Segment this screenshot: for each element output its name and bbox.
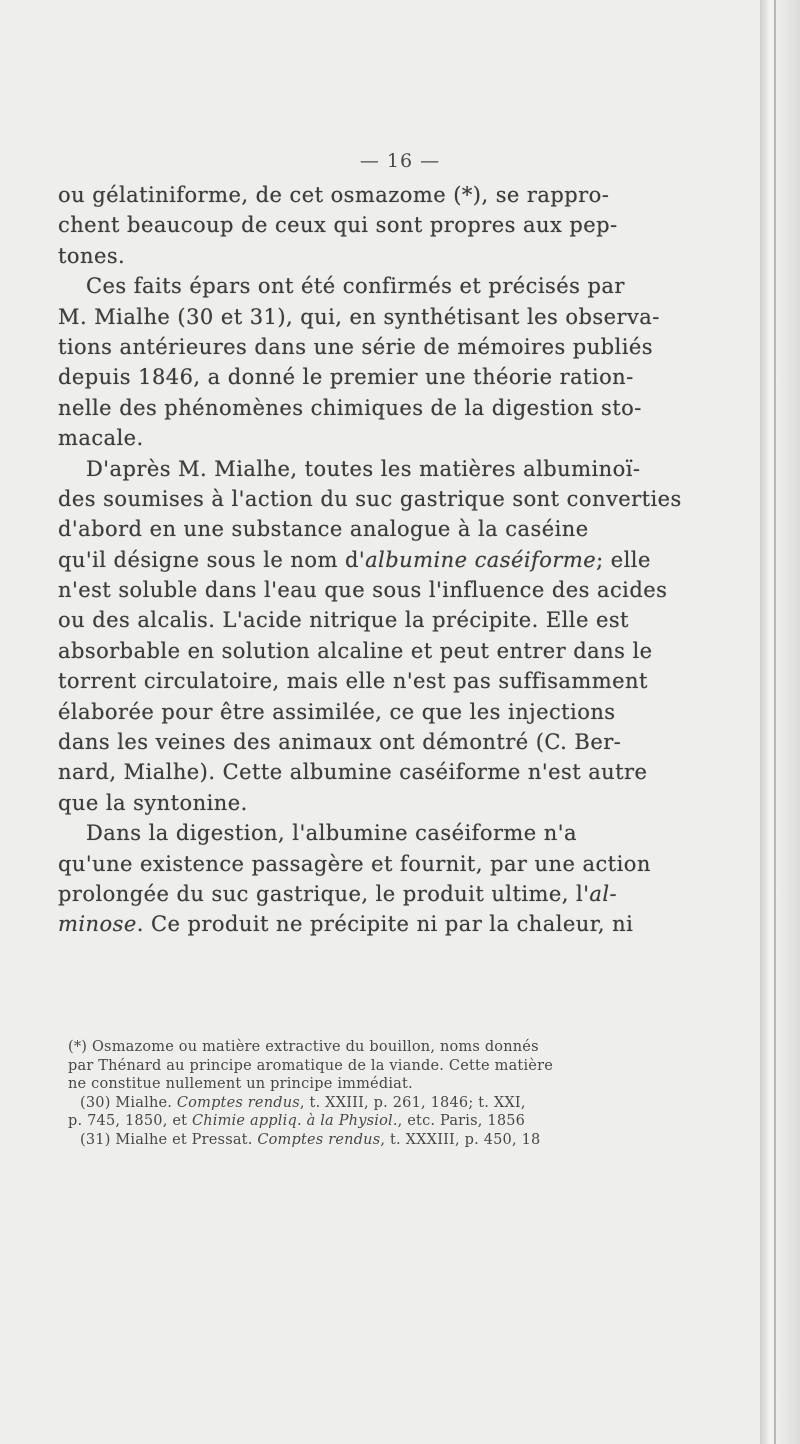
text-line: tones. [58, 243, 126, 268]
text-line: macale. [58, 426, 144, 451]
italic-term: Comptes rendus [176, 1094, 300, 1111]
text-line: nelle des phénomènes chimiques de la digestion sto- [58, 395, 642, 420]
text-line: nard, Mialhe). Cette albumine caséiforme n'est autre [58, 760, 648, 785]
footnote-line: (31) Mialhe et Pressat. Comptes rendus, t. XXXIII, p. 450, 18 [80, 1131, 541, 1148]
italic-term: Comptes rendus [257, 1131, 381, 1148]
text-line: D'après M. Mialhe, toutes les matières albuminoï- [86, 456, 641, 481]
footnotes [68, 1038, 770, 1149]
text-line: absorbable en solution alcaline et peut entrer dans le [58, 638, 653, 663]
italic-term: albumine caséiforme [365, 547, 597, 572]
text-line: M. Mialhe (30 et 31), qui, en synthétisant les observa- [58, 304, 660, 329]
text-line: ou des alcalis. L'acide nitrique la précipite. Elle est [58, 608, 629, 633]
text-line: que la syntonine. [58, 790, 248, 815]
text-line: élaborée pour être assimilée, ce que les injections [58, 699, 616, 724]
text-line: d'abord en une substance analogue à la caséine [58, 517, 589, 542]
body-text [58, 180, 770, 940]
text-line: dans les veines des animaux ont démontré (C. Ber- [58, 730, 622, 755]
text-line: depuis 1846, a donné le premier une théorie ration- [58, 365, 634, 390]
footnote-line: (*) Osmazome ou matière extractive du bouillon, noms donnés [68, 1039, 539, 1055]
page-number: — 16 — [359, 150, 441, 172]
text-line: ou gélatiniforme, de cet osmazome (*), se rappro- [58, 183, 610, 207]
text-line: prolongée du suc gastrique, le produit ultime, l'al- [58, 881, 618, 906]
footnote-line: p. 745, 1850, et Chimie appliq. à la Physiol., etc. Paris, 1856 [68, 1113, 526, 1129]
page-binding-edge [760, 0, 800, 1444]
italic-term: Chimie appliq. à la Physiol. [191, 1113, 398, 1129]
text-line: chent beaucoup de ceux qui sont propres aux pep- [58, 213, 618, 238]
footnote-line: ne constitue nullement un principe immédiat. [68, 1076, 413, 1092]
text-line: des soumises à l'action du suc gastrique sont converties [58, 486, 682, 511]
text-line: Dans la digestion, l'albumine caséiforme n'a [86, 821, 577, 846]
text-line: tions antérieures dans une série de mémoires publiés [58, 334, 653, 359]
italic-term: minose [58, 912, 137, 937]
footnote-line: (30) Mialhe. Comptes rendus, t. XXIII, p. 261, 1846; t. XXI, [80, 1094, 526, 1111]
text-line: qu'une existence passagère et fournit, par une action [58, 851, 651, 876]
text-line: minose. Ce produit ne précipite ni par la chaleur, ni [58, 912, 634, 937]
text-line: qu'il désigne sous le nom d'albumine caséiforme; elle [58, 547, 651, 572]
italic-term: al- [589, 881, 618, 906]
page-edge-rule [774, 0, 776, 1444]
text-line: Ces faits épars ont été confirmés et précisés par [86, 274, 625, 299]
text-line: torrent circulatoire, mais elle n'est pas suffisamment [58, 669, 648, 694]
text-line: n'est soluble dans l'eau que sous l'influence des acides [58, 578, 668, 603]
footnote-line: par Thénard au principe aromatique de la viande. Cette matière [68, 1057, 553, 1074]
